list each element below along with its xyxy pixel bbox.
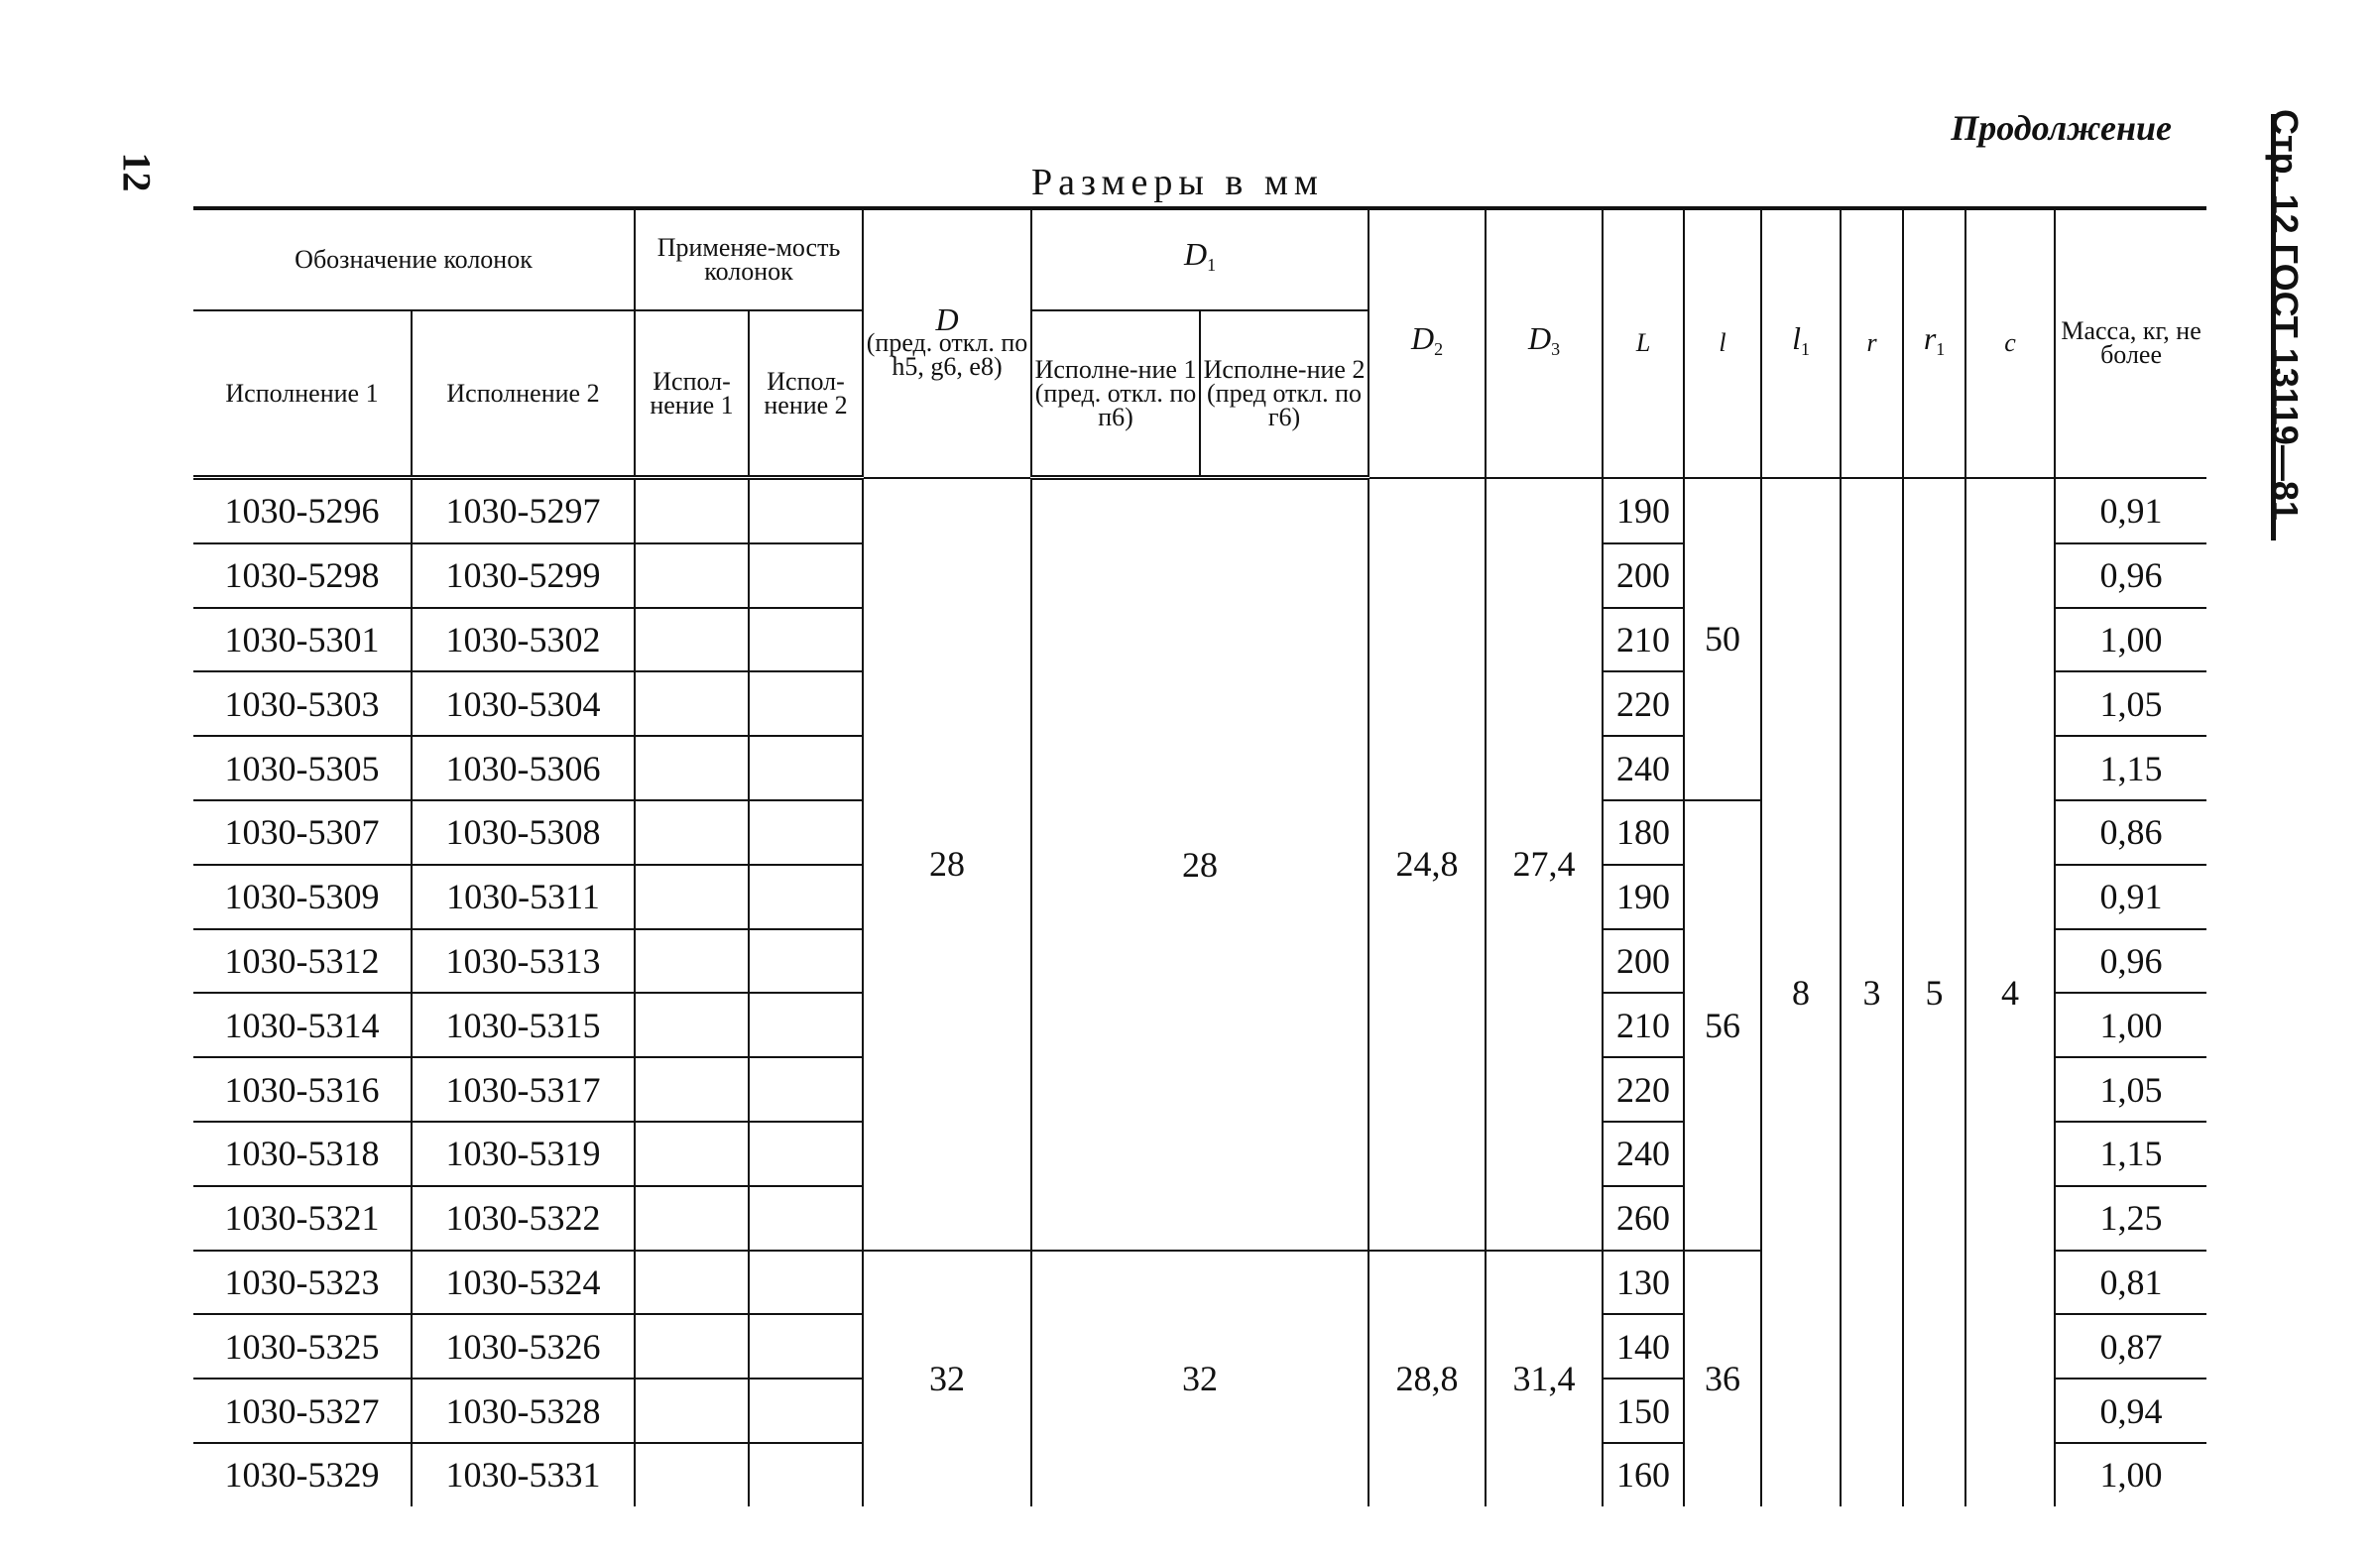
code-exec2: 1030-5328 — [412, 1379, 635, 1443]
appl-exec2-cell — [749, 1186, 863, 1251]
header-l: l — [1684, 208, 1761, 478]
header-applicability: Применяе-мость колонок — [635, 208, 863, 310]
header-D2 — [1368, 208, 1486, 478]
code-exec2: 1030-5304 — [412, 671, 635, 736]
appl-exec1-cell — [635, 929, 749, 994]
d1-value: 28 — [1031, 478, 1368, 1251]
appl-exec2-cell — [749, 608, 863, 672]
d-value: 32 — [863, 1251, 1031, 1506]
length-L: 180 — [1603, 800, 1684, 865]
mass-value: 0,86 — [2055, 800, 2206, 865]
appl-exec2-cell — [749, 671, 863, 736]
appl-exec2-cell — [749, 929, 863, 994]
header-c: c — [1965, 208, 2055, 478]
appl-exec2-cell — [749, 1251, 863, 1315]
page-number: 12 — [114, 152, 160, 192]
d-value: 28 — [863, 478, 1031, 1251]
r1-value: 5 — [1903, 478, 1965, 1506]
code-exec2: 1030-5331 — [412, 1443, 635, 1506]
header-D1 — [1031, 208, 1368, 310]
appl-exec2-cell — [749, 543, 863, 608]
length-L: 130 — [1603, 1251, 1684, 1315]
header-r1-sub: 1 — [1936, 338, 1946, 359]
header-r: r — [1841, 208, 1903, 478]
header-l1 — [1761, 208, 1841, 478]
length-L: 190 — [1603, 478, 1684, 543]
appl-exec1-cell — [635, 800, 749, 865]
length-L: 140 — [1603, 1314, 1684, 1379]
code-exec2: 1030-5317 — [412, 1057, 635, 1122]
d3-value: 27,4 — [1486, 478, 1603, 1251]
mass-value: 0,91 — [2055, 865, 2206, 929]
mass-value: 1,05 — [2055, 1057, 2206, 1122]
header-L: L — [1603, 208, 1684, 478]
mass-value: 0,96 — [2055, 929, 2206, 994]
l-value: 36 — [1684, 1251, 1761, 1506]
code-exec2: 1030-5313 — [412, 929, 635, 994]
length-L: 200 — [1603, 929, 1684, 994]
mass-value: 0,91 — [2055, 478, 2206, 543]
header-D2-sub: 2 — [1434, 338, 1444, 359]
l1-value: 8 — [1761, 478, 1841, 1506]
header-D1-exec1: Исполне-ние 1 (пред. откл. по п6) — [1031, 310, 1200, 478]
mass-value: 1,00 — [2055, 993, 2206, 1057]
code-exec2: 1030-5326 — [412, 1314, 635, 1379]
appl-exec1-cell — [635, 736, 749, 800]
length-L: 240 — [1603, 736, 1684, 800]
appl-exec1-cell — [635, 1057, 749, 1122]
length-L: 210 — [1603, 993, 1684, 1057]
appl-exec2-cell — [749, 736, 863, 800]
length-L: 200 — [1603, 543, 1684, 608]
code-exec2: 1030-5299 — [412, 543, 635, 608]
length-L: 150 — [1603, 1379, 1684, 1443]
header-l1-symbol: l — [1792, 319, 1801, 356]
appl-exec1-cell — [635, 543, 749, 608]
mass-value: 1,05 — [2055, 671, 2206, 736]
header-appl-exec1: Испол-нение 1 — [635, 310, 749, 478]
header-D3-sub: 3 — [1551, 338, 1561, 359]
l-value: 50 — [1684, 478, 1761, 800]
header-D1-exec2: Исполне-ние 2 (пред откл. по г6) — [1200, 310, 1368, 478]
appl-exec1-cell — [635, 1122, 749, 1186]
appl-exec2-cell — [749, 478, 863, 543]
appl-exec1-cell — [635, 671, 749, 736]
appl-exec2-cell — [749, 800, 863, 865]
appl-exec1-cell — [635, 1443, 749, 1506]
code-exec1: 1030-5309 — [193, 865, 412, 929]
code-exec2: 1030-5319 — [412, 1122, 635, 1186]
mass-value: 0,81 — [2055, 1251, 2206, 1315]
code-exec1: 1030-5323 — [193, 1251, 412, 1315]
appl-exec1-cell — [635, 608, 749, 672]
header-D — [863, 208, 1031, 478]
appl-exec2-cell — [749, 1122, 863, 1186]
l-value: 56 — [1684, 800, 1761, 1251]
header-D1-sub: 1 — [1207, 255, 1217, 276]
header-D3 — [1486, 208, 1603, 478]
header-designation: Обозначение колонок — [193, 208, 635, 310]
continuation-label: Продолжение — [1951, 108, 2172, 148]
mass-value: 1,15 — [2055, 1122, 2206, 1186]
code-exec1: 1030-5301 — [193, 608, 412, 672]
header-exec1: Исполнение 1 — [193, 310, 412, 478]
code-exec2: 1030-5311 — [412, 865, 635, 929]
length-L: 160 — [1603, 1443, 1684, 1506]
length-L: 220 — [1603, 671, 1684, 736]
length-L: 240 — [1603, 1122, 1684, 1186]
header-D-note: (пред. откл. по h5, g6, e8) — [866, 328, 1028, 382]
r-value: 3 — [1841, 478, 1903, 1506]
d3-value: 31,4 — [1486, 1251, 1603, 1506]
code-exec1: 1030-5303 — [193, 671, 412, 736]
appl-exec1-cell — [635, 1186, 749, 1251]
mass-value: 0,96 — [2055, 543, 2206, 608]
length-L: 190 — [1603, 865, 1684, 929]
appl-exec2-cell — [749, 865, 863, 929]
code-exec2: 1030-5315 — [412, 993, 635, 1057]
appl-exec2-cell — [749, 1314, 863, 1379]
d1-value: 32 — [1031, 1251, 1368, 1506]
length-L: 220 — [1603, 1057, 1684, 1122]
mass-value: 1,25 — [2055, 1186, 2206, 1251]
table-row — [193, 478, 2206, 543]
mass-value: 1,00 — [2055, 608, 2206, 672]
code-exec2: 1030-5322 — [412, 1186, 635, 1251]
code-exec1: 1030-5314 — [193, 993, 412, 1057]
code-exec2: 1030-5297 — [412, 478, 635, 543]
header-r1 — [1903, 208, 1965, 478]
appl-exec1-cell — [635, 993, 749, 1057]
code-exec1: 1030-5316 — [193, 1057, 412, 1122]
length-L: 260 — [1603, 1186, 1684, 1251]
code-exec1: 1030-5318 — [193, 1122, 412, 1186]
side-header-text: Стр. 12 ГОСТ 13119—81 — [2265, 109, 2306, 521]
mass-value: 1,00 — [2055, 1443, 2206, 1506]
header-D3-symbol: D — [1527, 319, 1552, 356]
header-D-symbol: D — [935, 301, 959, 338]
mass-value: 0,94 — [2055, 1379, 2206, 1443]
mass-value: 0,87 — [2055, 1314, 2206, 1379]
appl-exec2-cell — [749, 993, 863, 1057]
appl-exec1-cell — [635, 1251, 749, 1315]
header-l1-sub: 1 — [1800, 338, 1810, 359]
code-exec2: 1030-5302 — [412, 608, 635, 672]
code-exec1: 1030-5327 — [193, 1379, 412, 1443]
c-value: 4 — [1965, 478, 2055, 1506]
code-exec2: 1030-5308 — [412, 800, 635, 865]
code-exec1: 1030-5325 — [193, 1314, 412, 1379]
appl-exec2-cell — [749, 1057, 863, 1122]
code-exec1: 1030-5321 — [193, 1186, 412, 1251]
appl-exec1-cell — [635, 1314, 749, 1379]
header-mass: Масса, кг, не более — [2055, 208, 2206, 478]
length-L: 210 — [1603, 608, 1684, 672]
header-appl-exec2: Испол-нение 2 — [749, 310, 863, 478]
code-exec1: 1030-5329 — [193, 1443, 412, 1506]
header-D2-symbol: D — [1410, 319, 1435, 356]
header-D1-symbol: D — [1183, 236, 1208, 273]
code-exec1: 1030-5298 — [193, 543, 412, 608]
appl-exec1-cell — [635, 478, 749, 543]
code-exec2: 1030-5324 — [412, 1251, 635, 1315]
appl-exec2-cell — [749, 1443, 863, 1506]
code-exec2: 1030-5306 — [412, 736, 635, 800]
appl-exec2-cell — [749, 1379, 863, 1443]
header-exec2: Исполнение 2 — [412, 310, 635, 478]
appl-exec1-cell — [635, 865, 749, 929]
header-r1-symbol: r — [1923, 319, 1937, 356]
code-exec1: 1030-5312 — [193, 929, 412, 994]
appl-exec1-cell — [635, 1379, 749, 1443]
code-exec1: 1030-5296 — [193, 478, 412, 543]
side-header — [2251, 109, 2320, 545]
code-exec1: 1030-5307 — [193, 800, 412, 865]
d2-value: 24,8 — [1368, 478, 1486, 1251]
spec-table — [193, 206, 2206, 1506]
code-exec1: 1030-5305 — [193, 736, 412, 800]
units-caption: Размеры в мм — [1031, 162, 1324, 203]
d2-value: 28,8 — [1368, 1251, 1486, 1506]
mass-value: 1,15 — [2055, 736, 2206, 800]
